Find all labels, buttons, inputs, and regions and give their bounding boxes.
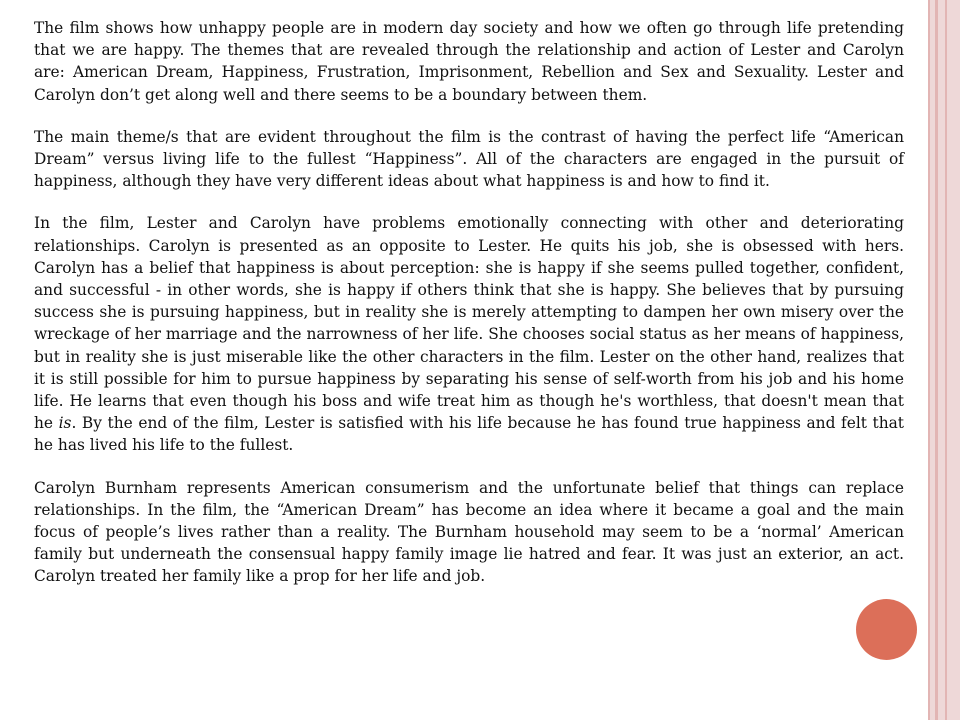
slide-body-text [34, 17, 904, 588]
paragraph-3-emphasis: is [58, 414, 72, 433]
paragraph-3-text-before: In the film, Lester and Carolyn have problems emotionally connecting with other and deteriorating relationships. Carolyn is presented as an opposite to Lester. He quits his job, she is obsessed with hers. Carolyn has a belief that happiness is about perception: she is happy if she seems pulled together, confident, and successful - in other words, she is happy if others think that she is happy. She believes that by pursuing success she is pursuing happiness, but in reality she is merely attempting to dampen her own misery over the wreckage of her marriage and the narrowness of her life. She chooses social status as her means of happiness, but in reality she is just miserable like the other characters in the film. Lester on the other hand, realizes that it is still possible for him to pursue happiness by separating his sense of self-worth from his job and his home life. He learns that even though his boss and wife treat him as though he's worthless, that doesn't mean that he [34, 214, 904, 433]
paragraph-2: The main theme/s that are evident throughout the film is the contrast of having the perfect life “American Dream” versus living life to the fullest “Happiness”. All of the characters are engaged in the pursuit of happiness, although they have very different ideas about what happiness is and how to find it. [34, 127, 904, 191]
paragraph-3 [34, 212, 904, 456]
border-stripe [935, 0, 938, 720]
border-stripe [928, 0, 930, 720]
paragraph-3-text-after: . By the end of the film, Lester is satisfied with his life because he has found true happiness and felt that he has lived his life to the fullest. [34, 414, 904, 455]
border-stripe [945, 0, 947, 720]
paragraph-1: The film shows how unhappy people are in modern day society and how we often go through life pretending that we are happy. The themes that are revealed through the relationship and action of Lester and Carolyn are: American Dream, Happiness, Frustration, Imprisonment, Rebellion and Sex and Sexuality. Lester and Carolyn don’t get along well and there seems to be a boundary between them. [34, 19, 904, 104]
paragraph-4: Carolyn Burnham represents American consumerism and the unfortunate belief that things can replace relationships. In the film, the “American Dream” has become an idea where it became a goal and the main focus of people’s lives rather than a reality. The Burnham household may seem to be a ‘normal’ American family but underneath the consensual happy family image lie hatred and fear. It was just an exterior, an act. Carolyn treated her family like a prop for her life and job. [34, 478, 904, 586]
decorative-circle [856, 599, 917, 660]
right-decorative-border [928, 0, 960, 720]
